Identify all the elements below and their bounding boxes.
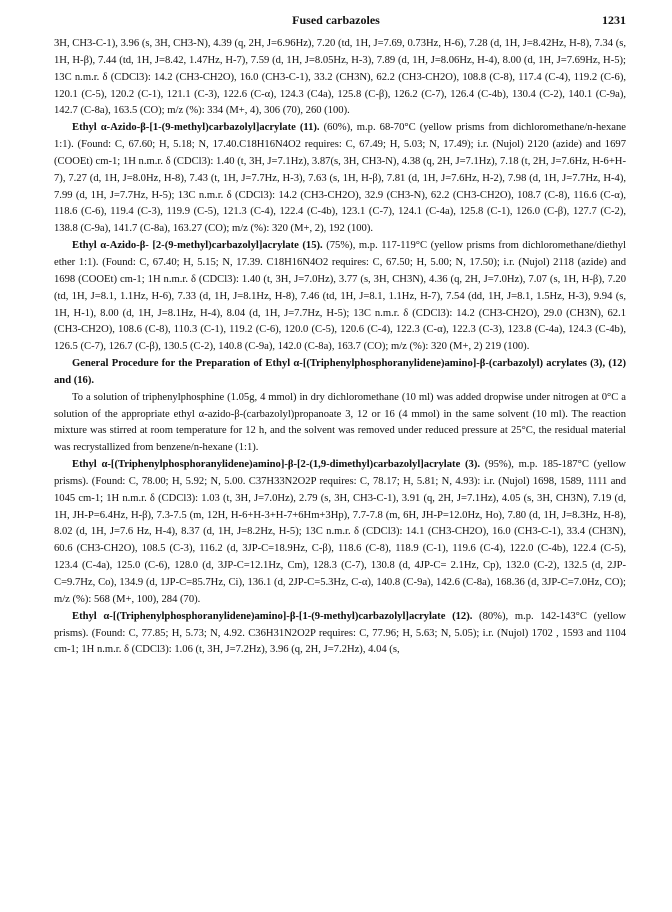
compound-heading: Ethyl α-[(Triphenylphosphoranylidene)amino]-β-[2-(1,9-dimethyl)carbazolyl]acrylate (3).: [72, 459, 481, 471]
paragraph-text: (60%), m.p. 68-70°C (yellow prisms from dichloromethane/n-hexane 1:1). (Found: C, 67.60; H, 5.18; N, 17.40.C18H16N4O2 requires: C, 67.49; H, 5.03; N, 17.49); i.r. (Nujol) 2120 (azide) and 1697 (COOEt) cm-1; 1H n.m.r. δ (CDCl3): 1.40 (t, 3H, J=7.1Hz), 3.87(s, 3H, CH3-N), 4.38 (q, 2H, J=7.1Hz), 7.18 (t, 2H, J=7.6Hz, H-6+H-7), 7.27 (d, 1H, J=8.0Hz, H-8), 7.43 (t, 1H, J=7.7Hz, H-3), 7.63 (s, 1H, H-β), 7.81 (d, 1H, J=7.6Hz, H-2), 7.98 (d, 1H, J=7.7Hz, H-4), 7.99 (d, 1H, J=7.7Hz, H-5); 13C n.m.r. δ (CDCl3): 14.2 (CH3-CH2O), 32.9 (CH3-N), 62.2 (CH3-CH2O), 108.7 (C-8), 116.6 (C-α), 118.6 (C-6), 119.4 (C-3), 119.9 (C-5), 121.3 (C-4), 122.4 (C-4b), 123.1 (C-7), 124.1 (C-4a), 125.8 (C-1), 126.0 (C-β), 127.7 (C-2), 138.8 (C-9a), 141.7 (C-8a), 163.27 (CO); m/z (%): 320 (M+, 2), 192 (100).: [54, 122, 626, 235]
body-text: [54, 36, 626, 659]
running-title: Fused carbazoles: [292, 13, 380, 27]
paragraph: [54, 356, 626, 390]
compound-heading: Ethyl α-Azido-β- [2-(9-methyl)carbazolyl]acrylate (15).: [72, 240, 323, 252]
paragraph: [54, 457, 626, 609]
paragraph: [54, 120, 626, 238]
paragraph-text: (80%), m.p. 142-143°C (yellow prisms). (Found: C, 77.85; H, 5.73; N, 4.92. C36H31N2O2P requires: C, 77.96; H, 5.63; N, 5.05); i.r. (Nujol) 1702 , 1593 and 1104 cm-1; 1H n.m.r. δ (CDCl3): 1.06 (t, 3H, J=7.2Hz), 3.96 (q, 2H, J=7.2Hz), 4.04 (s,: [54, 610, 626, 656]
paragraph: [54, 390, 626, 457]
compound-heading: Ethyl α-[(Triphenylphosphoranylidene)amino]-β-[1-(9-methyl)carbazolyl]acrylate (12).: [72, 610, 473, 622]
paragraph-text: 3H, CH3-C-1), 3.96 (s, 3H, CH3-N), 4.39 (q, 2H, J=6.96Hz), 7.20 (td, 1H, J=7.69, 0.73Hz, H-6), 7.28 (d, 1H, J=8.42Hz, H-8), 7.34 (s, 1H, H-β), 7.44 (td, 1H, J=8.42, 1.47Hz, H-7), 7.59 (d, 1H, J=8.05Hz, H-3), 7.89 (d, 1H, J=8.06Hz, H-4), 8.00 (d, 1H, J=7.69Hz, H-5); 13C n.m.r. δ (CDCl3): 14.2 (CH3-CH2O), 16.0 (CH3-C-1), 33.2 (CH3N), 62.2 (CH3-CH2O), 108.8 (C-8), 117.4 (C-4), 119.2 (C-6), 120.1 (C-5), 120.2 (C-1), 121.1 (C-3), 122.6 (C-α), 124.3 (C4a), 125.8 (C-β), 126.2 (C-7), 126.4 (C-4b), 130.4 (C-2), 140.1 (C-9a), 142.7 (C-8a), 163.5 (CO); m/z (%): 334 (M+, 4), 306 (70), 260 (100).: [54, 38, 626, 117]
paragraph: [54, 238, 626, 356]
page-number: 1231: [602, 13, 626, 27]
compound-heading: Ethyl α-Azido-β-[1-(9-methyl)carbazolyl]acrylate (11).: [72, 122, 320, 134]
paragraph-text: (75%), m.p. 117-119°C (yellow prisms from dichloromethane/diethyl ether 1:1). (Found: C, 67.40; H, 5.15; N, 17.39. C18H16N4O2 requires: C, 67.50; H, 5.00; N, 17.50); i.r. (Nujol) 2118 (azide) and 1698 (COOEt) cm-1; 1H n.m.r. δ (CDCl3): 1.40 (t, 3H, J=7.0Hz), 3.77 (s, 3H, CH3N), 4.36 (q, 2H, J=7.0Hz), 7.07 (s, 1H, H-β), 7.20 (td, 1H, J=8.1, 1.1Hz, H-6), 7.33 (d, 1H, J=8.1Hz, H-8), 7.46 (td, 1H, J=8.1, 1.1Hz, H-7), 7.54 (dd, 1H, J=8.1, 1.5Hz, H-3), 9.94 (s, 1H, H-1), 8.00 (d, 1H, J=8.1Hz, H-4), 8.04 (d, 1H, J=7.7Hz, H-5); 13C n.m.r. δ (CDCl3): 14.2 (CH3-CH2O), 29.0 (CH3N), 62.1 (CH3-CH2O), 108.6 (C-8), 110.3 (C-1), 119.2 (C-6), 120.0 (C-5), 120.6 (C-4), 122.3 (C-α), 122.3 (C-3), 123.8 (C-4a), 124.3 (C-4b), 126.5 (C-7), 126.7 (C-β), 130.5 (C-2), 140.8 (C-9a), 142.0 (C-8a), 163.7 (CO); m/z (%): 320 (M+, 2) 219 (100).: [54, 240, 626, 353]
paragraph-text: To a solution of triphenylphosphine (1.05g, 4 mmol) in dry dichloromethane (10 ml) was added dropwise under nitrogen at 0°C a solution of the appropriate ethyl α-azido-β-(carbazolyl)propanoate 3, 12 or 16 (4 mmol) in the same solvent (10 ml). The reaction mixture was stirred at room temperature for 12 h, and the solvent was removed under reduced pressure at 25°C, the residual material was recrystallized from benzene/n-hexane (1:1).: [54, 391, 626, 454]
paragraph-text: (95%), m.p. 185-187°C (yellow prisms). (Found: C, 78.00; H, 5.92; N, 5.00. C37H33N2O2P requires: C, 78.17; H, 5.81; N, 4.93): i.r. (Nujol) 1698, 1589, 1111 and 1045 cm-1; 1H n.m.r. δ (CDCl3): 1.03 (t, 3H, J=7.0Hz), 2.79 (s, 3H, CH3-C-1), 3.91 (q, 2H, J=7.1Hz), 4.05 (s, 3H, CH3N), 7.19 (d, 1H, JH-P=6.4Hz, H-β), 7.3-7.5 (m, 12H, H-6+H-3+H-7+6Hm+3Hp), 7.7-7.8 (m, 6H, JH-P=12.0Hz, Ho), 7.80 (d, 1H, J=8.3Hz, H-8), 8.02 (d, 1H, J=7.6 Hz, H-4), 8.37 (d, 1H, J=8.2Hz, H-5); 13C n.m.r. δ (CDCl3): 14.1 (CH3-CH2O), 16.0 (CH3-C-1), 33.4 (CH3N), 60.6 (CH3-CH2O), 108.5 (C-3), 116.2 (d, 3JP-C=18.9Hz, C-β), 118.6 (C-8), 118.9 (C-1), 119.6 (C-4), 122.0 (C-4b), 122.4 (C-5), 123.4 (C-4a), 125.0 (C-6), 128.0 (d, 3JP-C=12.1Hz, Cm), 128.3 (C-7), 130.8 (d, 4JP-C= 2.1Hz, Cp), 132.0 (C-2), 132.5 (d, 2JP-C=9.7Hz, Co), 134.9 (d, 1JP-C=85.7Hz, Ci), 136.1 (d, 2JP-C=5.3Hz, C-α), 140.8 (C-9a), 142.6 (C-8a), 168.36 (d, 3JP-C=7.0Hz, CO); m/z (%): 568 (M+, 100), 284 (70).: [54, 459, 626, 605]
paragraph: [54, 36, 626, 120]
section-heading: General Procedure for the Preparation of Ethyl α-[(Triphenylphosphoranylidene)amino]-β-(carbazolyl) acrylates (3), (12) and (16).: [54, 358, 626, 386]
paragraph: [54, 609, 626, 660]
